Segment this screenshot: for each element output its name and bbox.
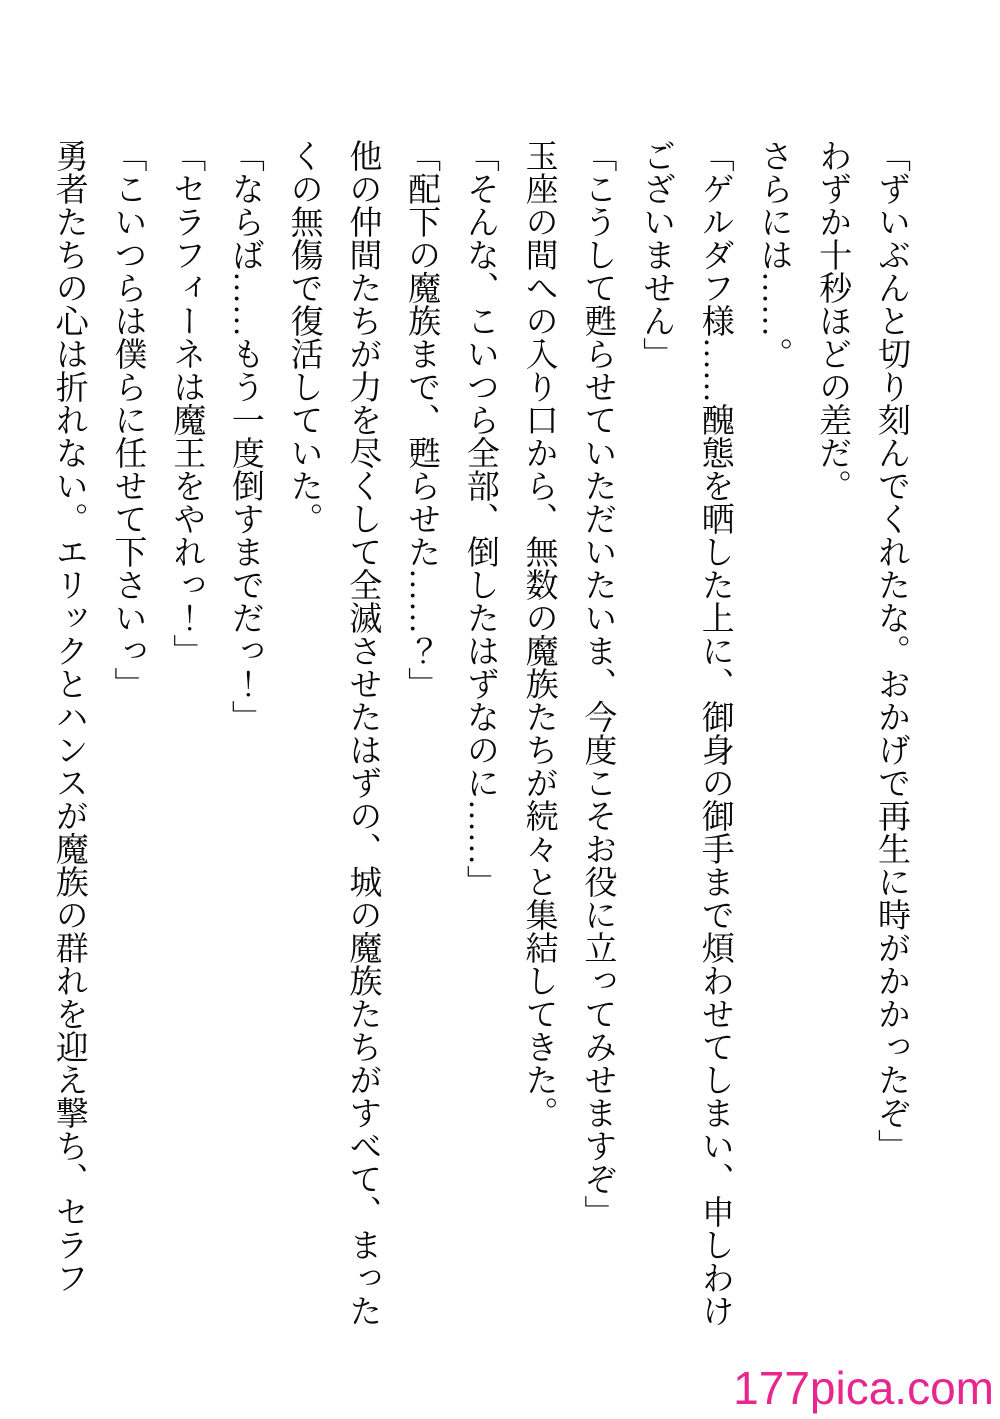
paragraph-7: 「そんな、こいつら全部、倒したはずなのに……」 [461,139,498,898]
paragraph-5: 「こうして甦らせていただいたいま、今度こそお役に立ってみせますぞ」 [579,139,616,1228]
watermark-177pica: 177pica.com [733,1362,994,1414]
paragraph-6: 玉座の間への入り口から、無数の魔族たちが続々と集結してきた。 [520,139,557,1129]
paragraph-11: 「セラフィーネは魔王をやれっ！」 [168,139,205,667]
paragraph-8: 「配下の魔族まで、甦らせた……？」 [403,139,440,700]
vertical-text-area [39,139,920,1331]
paragraph-3: さらには……。 [755,139,792,370]
paragraph-4: 「ゲルダフ様……醜態を晒した上に、御身の御手まで煩わせてしまい、申しわけございません」 [638,139,733,1327]
paragraph-10: 「ならば……もう一度倒すまでだっ！」 [226,139,263,733]
paragraph-12: 「こいつらは僕らに任せて下さいっ」 [109,139,146,700]
paragraph-9: 他の仲間たちが力を尽くして全滅させたはずの、城の魔族たちがすべて、まったくの無傷で復活していた。 [285,139,381,1327]
paragraph-1: 「ずいぶんと切り刻んでくれたな。おかげで再生に時がかかったぞ」 [873,139,909,1162]
paragraph-13: 勇者たちの心は折れない。エリックとハンスが魔族の群れを迎え撃ち、セラフ [50,139,87,1294]
paragraph-2: わずか十秒ほどの差だ。 [814,139,851,502]
